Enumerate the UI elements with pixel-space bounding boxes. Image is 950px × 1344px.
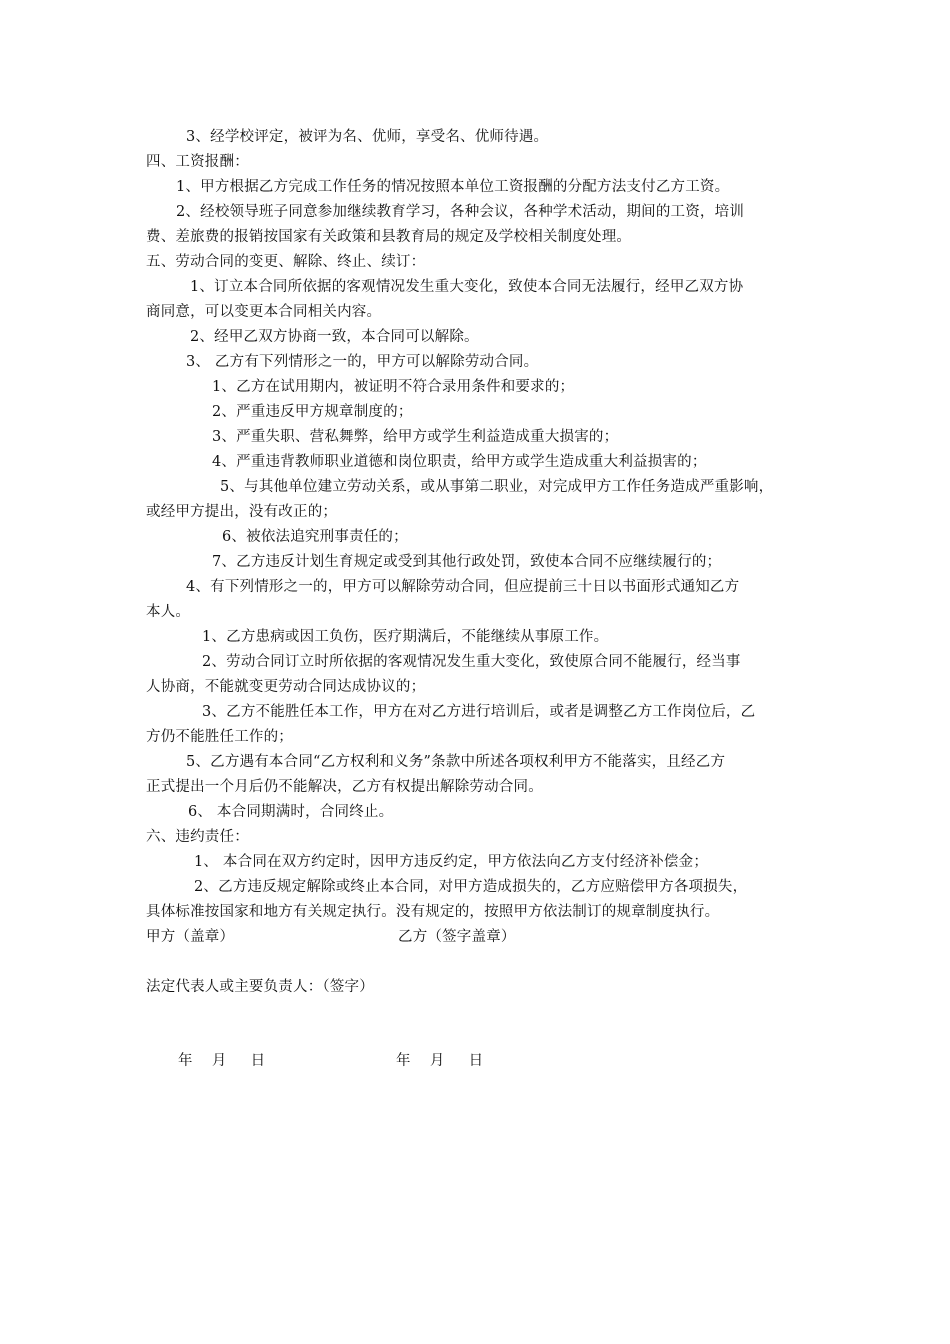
party-b-signature-label: 乙方（签字盖章） (398, 929, 516, 945)
section-heading: 五、劳动合同的变更、解除、终止、续订： (146, 254, 426, 270)
text-line: 商同意，可以变更本合同相关内容。 (146, 304, 382, 320)
text-line: 1、乙方患病或因工负伤，医疗期满后，不能继续从事原工作。 (202, 629, 609, 645)
text-line: 方仍不能胜任工作的； (146, 729, 293, 745)
text-line: 7、乙方违反计划生育规定或受到其他行政处罚，致使本合同不应继续履行的； (212, 554, 722, 570)
section-heading: 六、违约责任： (146, 829, 249, 845)
text-line: 6、被依法追究刑事责任的； (222, 529, 408, 545)
text-line: 6、 本合同期满时，合同终止。 (188, 804, 394, 820)
text-line: 1、订立本合同所依据的客观情况发生重大变化，致使本合同无法履行，经甲乙双方协 (190, 279, 744, 295)
text-line: 人协商，不能就变更劳动合同达成协议的； (146, 679, 426, 695)
text-line: 1、甲方根据乙方完成工作任务的情况按照本单位工资报酬的分配方法支付乙方工资。 (176, 179, 730, 195)
text-line: 3、经学校评定，被评为名、优师，享受名、优师待遇。 (186, 129, 549, 145)
text-line: 本人。 (146, 604, 191, 620)
text-line: 1、乙方在试用期内，被证明不符合录用条件和要求的； (212, 379, 575, 395)
text-line: 5、乙方遇有本合同“乙方权利和义务”条款中所述各项权利甲方不能落实，且经乙方 (186, 754, 726, 770)
date-party-b: 年 月 日 (396, 1053, 484, 1069)
section-heading: 四、工资报酬： (146, 154, 249, 170)
date-party-a: 年 月 日 (178, 1053, 266, 1069)
text-line: 3、 乙方有下列情形之一的，甲方可以解除劳动合同。 (186, 354, 539, 370)
text-line: 2、严重违反甲方规章制度的； (212, 404, 413, 420)
text-line: 2、经校领导班子同意参加继续教育学习，各种会议，各种学术活动，期间的工资，培训 (176, 204, 745, 220)
text-line: 2、乙方违反规定解除或终止本合同，对甲方造成损失的，乙方应赔偿甲方各项损失， (194, 879, 748, 895)
text-line: 3、严重失职、营私舞弊，给甲方或学生利益造成重大损害的； (212, 429, 619, 445)
text-line: 或经甲方提出，没有改正的； (146, 504, 338, 520)
text-line: 5、与其他单位建立劳动关系，或从事第二职业，对完成甲方工作任务造成严重影响， (220, 479, 774, 495)
text-line: 2、经甲乙双方协商一致，本合同可以解除。 (190, 329, 479, 345)
text-line: 4、严重违背教师职业道德和岗位职责，给甲方或学生造成重大利益损害的； (212, 454, 707, 470)
party-a-seal-label: 甲方（盖章） (146, 929, 235, 945)
text-line: 正式提出一个月后仍不能解决，乙方有权提出解除劳动合同。 (146, 779, 543, 795)
text-line: 4、有下列情形之一的，甲方可以解除劳动合同，但应提前三十日以书面形式通知乙方 (186, 579, 740, 595)
legal-representative-label: 法定代表人或主要负责人：（签字） (146, 979, 374, 995)
text-line: 具体标准按国家和地方有关规定执行。没有规定的，按照甲方依法制订的规章制度执行。 (146, 904, 720, 920)
text-line: 1、 本合同在双方约定时，因甲方违反约定，甲方依法向乙方支付经济补偿金； (194, 854, 709, 870)
text-line: 2、劳动合同订立时所依据的客观情况发生重大变化，致使原合同不能履行，经当事 (202, 654, 741, 670)
text-line: 费、差旅费的报销按国家有关政策和县教育局的规定及学校相关制度处理。 (146, 229, 632, 245)
text-line: 3、乙方不能胜任本工作，甲方在对乙方进行培训后，或者是调整乙方工作岗位后，乙 (202, 704, 756, 720)
